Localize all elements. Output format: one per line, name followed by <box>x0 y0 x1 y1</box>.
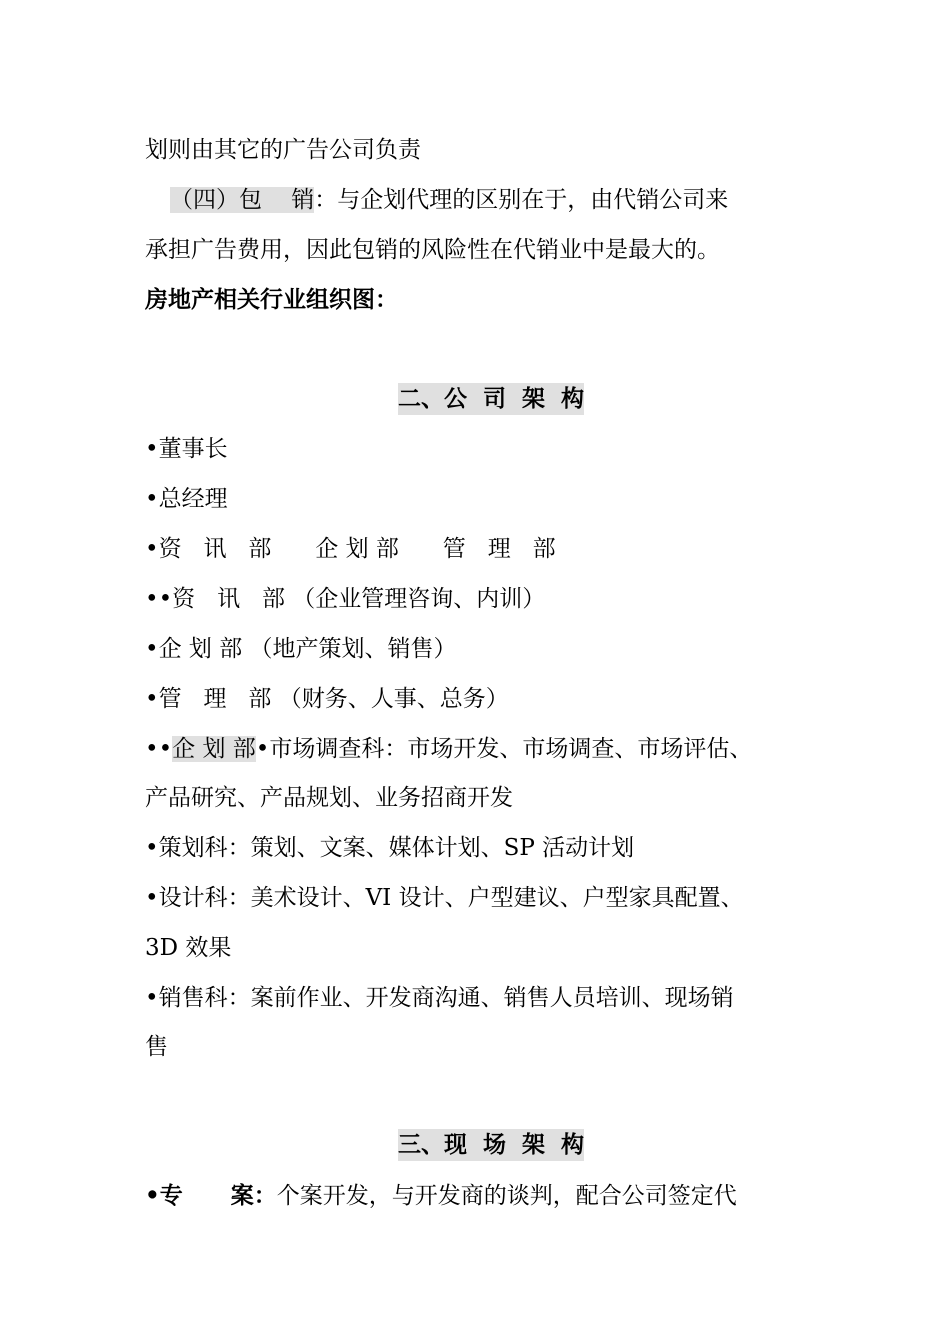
list-item-planning-dept <box>145 733 752 765</box>
list-item: •企 划 部 （地产策划、销售） <box>145 636 457 662</box>
section-heading-site-structure: 三、现 场 架 构 <box>398 1129 584 1161</box>
list-item: •设计科：美术设计、VI 设计、户型建议、户型家具配置、 <box>145 885 744 911</box>
term-baoxiao: （四）包 销 <box>170 187 315 213</box>
market-research-desc: •市场调查科：市场开发、市场调查、市场评估、 <box>255 736 753 762</box>
list-item: •总经理 <box>145 486 228 512</box>
text-line-baoxiao <box>170 184 728 216</box>
list-item: •董事长 <box>145 436 228 462</box>
project-desc: 个案开发，与开发商的谈判，配合公司签定代 <box>276 1183 737 1209</box>
list-item-project <box>145 1180 737 1212</box>
list-item: •管 理 部 （财务、人事、总务） <box>145 686 509 712</box>
term-baoxiao-definition: ：与企划代理的区别在于，由代销公司来 <box>314 187 729 213</box>
planning-dept-label: 企 划 部 <box>172 736 256 762</box>
list-item: •资 讯 部 企 划 部 管 理 部 <box>145 536 556 562</box>
bullet: •• <box>145 736 173 762</box>
list-item: •销售科：案前作业、开发商沟通、销售人员培训、现场销 <box>145 985 734 1011</box>
text-line: 3D 效果 <box>145 935 232 961</box>
list-item: •策划科：策划、文案、媒体计划、SP 活动计划 <box>145 835 635 861</box>
list-item: ••资 讯 部 （企业管理咨询、内训） <box>145 586 546 612</box>
project-label: •专 案： <box>145 1182 277 1209</box>
section-heading-company-structure: 二、公 司 架 构 <box>398 383 584 415</box>
text-line: 售 <box>145 1034 168 1060</box>
text-line: 承担广告费用，因此包销的风险性在代销业中是最大的。 <box>145 237 720 263</box>
text-line: 产品研究、产品规划、业务招商开发 <box>145 785 513 811</box>
text-line: 划则由其它的广告公司负责 <box>145 137 421 163</box>
org-chart-title: 房地产相关行业组织图： <box>145 286 398 313</box>
